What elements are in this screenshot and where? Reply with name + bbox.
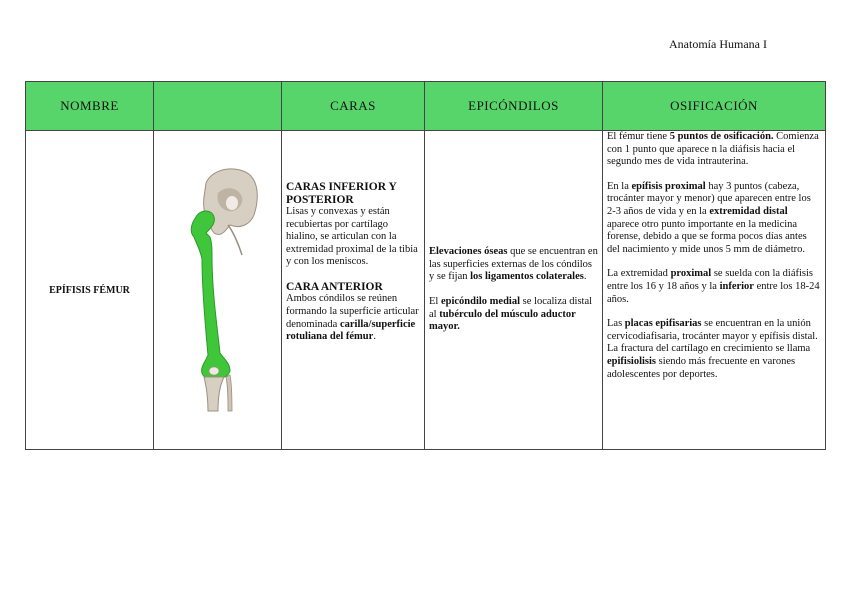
cell-epicondilos bbox=[425, 131, 603, 450]
osif-text-6: La extremidad bbox=[607, 268, 671, 280]
document-header-title: Anatomía Humana I bbox=[669, 37, 767, 51]
osif-bold-3: extremidad distal bbox=[709, 205, 788, 217]
cell-femur-image bbox=[154, 131, 282, 450]
osif-text-3: En la bbox=[607, 180, 632, 192]
cell-osificacion bbox=[603, 131, 826, 450]
caras-inferior-text: Lisas y convexas y están recubiertas por cartílago hialino, se articulan con la extremidad proximal de la tibia y con los meniscos. bbox=[286, 206, 418, 268]
table-row bbox=[26, 131, 826, 450]
osif-text-12: siendo más frecuente en varones adolescentes por deportes. bbox=[607, 355, 796, 380]
table-header-row bbox=[26, 82, 826, 131]
osif-bold-2: epífisis proximal bbox=[631, 180, 706, 192]
header-caras: CARAS bbox=[282, 82, 425, 131]
cara-anterior-title: CARA ANTERIOR bbox=[286, 280, 383, 293]
osif-text-7: se suelda con la diáfisis entre los 16 y 18 años y la bbox=[607, 268, 813, 292]
header-osificacion: OSIFICACIÓN bbox=[603, 82, 826, 131]
epicondilos-paragraph-2 bbox=[429, 296, 598, 334]
osif-bold-4: proximal bbox=[670, 268, 712, 280]
osif-paragraph-5 bbox=[607, 343, 821, 381]
femur-illustration bbox=[168, 163, 268, 413]
osif-paragraph-2 bbox=[607, 181, 821, 257]
osif-bold-6: placas epifisarias bbox=[624, 318, 702, 330]
epi-end-1: . bbox=[583, 271, 587, 283]
header-nombre: NOMBRE bbox=[26, 82, 154, 131]
epi-text-3: se localiza distal al bbox=[429, 296, 593, 320]
osif-text-4: hay 3 puntos (cabeza, trocánter mayor y menor) que aparecen entre los 2-3 años de vida y en la bbox=[607, 180, 811, 217]
cara-anterior-paragraph bbox=[286, 293, 420, 343]
osif-text-10: se encuentran en la unión cervicodiafisaria, trocánter mayor y epífisis distal. bbox=[607, 318, 818, 342]
osif-bold-7: epifisiolisis bbox=[607, 355, 657, 367]
osif-text-8: entre los 18-24 años. bbox=[607, 280, 820, 305]
header-epicondilos: EPICÓNDILOS bbox=[425, 82, 603, 131]
cell-caras bbox=[282, 131, 425, 450]
osif-text-9: Las bbox=[607, 318, 625, 330]
cara-anterior-end: . bbox=[373, 331, 376, 343]
epi-bold-4: tubérculo del músculo aductor mayor. bbox=[429, 308, 576, 333]
osif-text-5: aparece otro punto importante en la medicina forense, debido a que se forma pocos días antes del nacimiento y mide unos 5 mm de diámetro. bbox=[607, 218, 807, 255]
epicondilos-paragraph-1 bbox=[429, 246, 598, 284]
osif-paragraph-1 bbox=[607, 131, 821, 169]
osif-paragraph-3 bbox=[607, 268, 821, 306]
osif-text-2: Comienza con 1 punto que aparece n la diáfisis hacia el segundo mes de vida intrauterina. bbox=[607, 131, 819, 168]
osif-bold-5: inferior bbox=[719, 280, 754, 292]
epi-bold-1: Elevaciones óseas bbox=[429, 246, 508, 258]
osif-text-11: La fractura del cartílago en crecimiento se llama bbox=[607, 343, 811, 355]
osif-text-1: El fémur tiene bbox=[607, 131, 670, 142]
osif-bold-1: 5 puntos de osificación. bbox=[669, 131, 774, 142]
cell-nombre: EPÍFISIS FÉMUR bbox=[26, 131, 154, 450]
epi-text-2: El bbox=[429, 296, 441, 307]
epi-text-1: que se encuentran en las superficies externas de los cóndilos y se fijan bbox=[429, 246, 598, 283]
epi-bold-3: epicóndilo medial bbox=[440, 296, 521, 307]
epi-bold-2: los ligamentos colaterales bbox=[470, 271, 584, 283]
caras-inferior-title: CARAS INFERIOR Y POSTERIOR bbox=[286, 181, 397, 206]
cara-anterior-bold: carilla/superficie rotuliana del fémur bbox=[286, 318, 416, 343]
cara-anterior-text: Ambos cóndilos se reúnen formando la superficie articular denominada bbox=[286, 293, 419, 330]
header-image bbox=[154, 82, 282, 131]
anatomy-table bbox=[25, 81, 826, 450]
osif-paragraph-4 bbox=[607, 318, 821, 343]
